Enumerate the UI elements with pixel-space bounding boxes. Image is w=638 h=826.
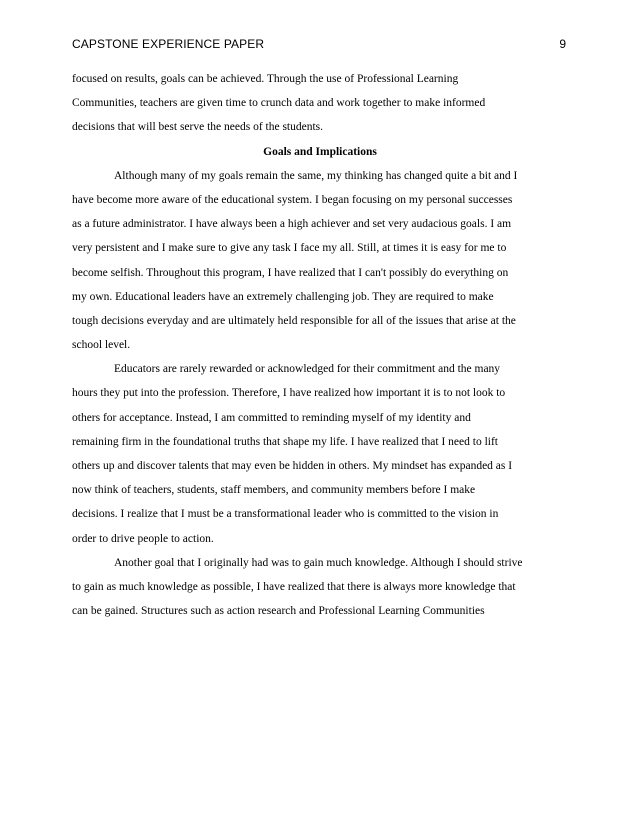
paragraph-line: have become more aware of the educational system. I began focusing on my personal successes — [72, 193, 513, 206]
paragraph-line: order to drive people to action. — [72, 532, 214, 545]
paragraph-line: focused on results, goals can be achieved. Through the use of Professional Learning — [72, 73, 459, 85]
paragraph-line: remaining firm in the foundational truths that shape my life. I have realized that I need to lift — [72, 435, 498, 448]
paragraph-line: hours they put into the profession. Therefore, I have realized how important it is to not look to — [72, 387, 506, 400]
paragraph-line: decisions. I realize that I must be a transformational leader who is committed to the vision in — [72, 508, 499, 521]
paragraph-line: school level. — [72, 339, 131, 352]
paragraph-line: my own. Educational leaders have an extremely challenging job. They are required to make — [72, 290, 494, 303]
body-text — [72, 67, 568, 623]
paragraph-line: very persistent and I make sure to give any task I face my all. Still, at times it is easy for me to — [72, 242, 507, 255]
paragraph-line: now think of teachers, students, staff members, and community members before I make — [72, 484, 476, 497]
paragraph-line: to gain as much knowledge as possible, I have realized that there is always more knowledge that — [72, 580, 516, 593]
paragraph-line: Another goal that I originally had was to gain much knowledge. Although I should strive — [114, 556, 523, 569]
paragraph-line: others for acceptance. Instead, I am committed to reminding myself of my identity and — [72, 411, 471, 424]
paragraph-line: tough decisions everyday and are ultimately held responsible for all of the issues that arise at the — [72, 314, 516, 327]
section-heading: Goals and Implications — [263, 145, 377, 158]
running-head: CAPSTONE EXPERIENCE PAPER — [72, 37, 265, 51]
page-number: 9 — [559, 37, 566, 51]
paragraph-line: decisions that will best serve the needs of the students. — [72, 121, 324, 134]
paragraph-line: others up and discover talents that may even be hidden in others. My mindset has expanded as I — [72, 460, 513, 472]
paragraph-line: Although many of my goals remain the same, my thinking has changed quite a bit and I — [114, 169, 518, 182]
paragraph-line: as a future administrator. I have always been a high achiever and set very audacious goals. I am — [72, 218, 512, 231]
paragraph-line: can be gained. Structures such as action research and Professional Learning Communities — [72, 605, 485, 618]
paragraph-line: Educators are rarely rewarded or acknowledged for their commitment and the many — [114, 363, 501, 376]
paragraph-line: Communities, teachers are given time to crunch data and work together to make informed — [72, 97, 486, 110]
paragraph-line: become selfish. Throughout this program, I have realized that I can't possibly do everything on — [72, 266, 509, 279]
